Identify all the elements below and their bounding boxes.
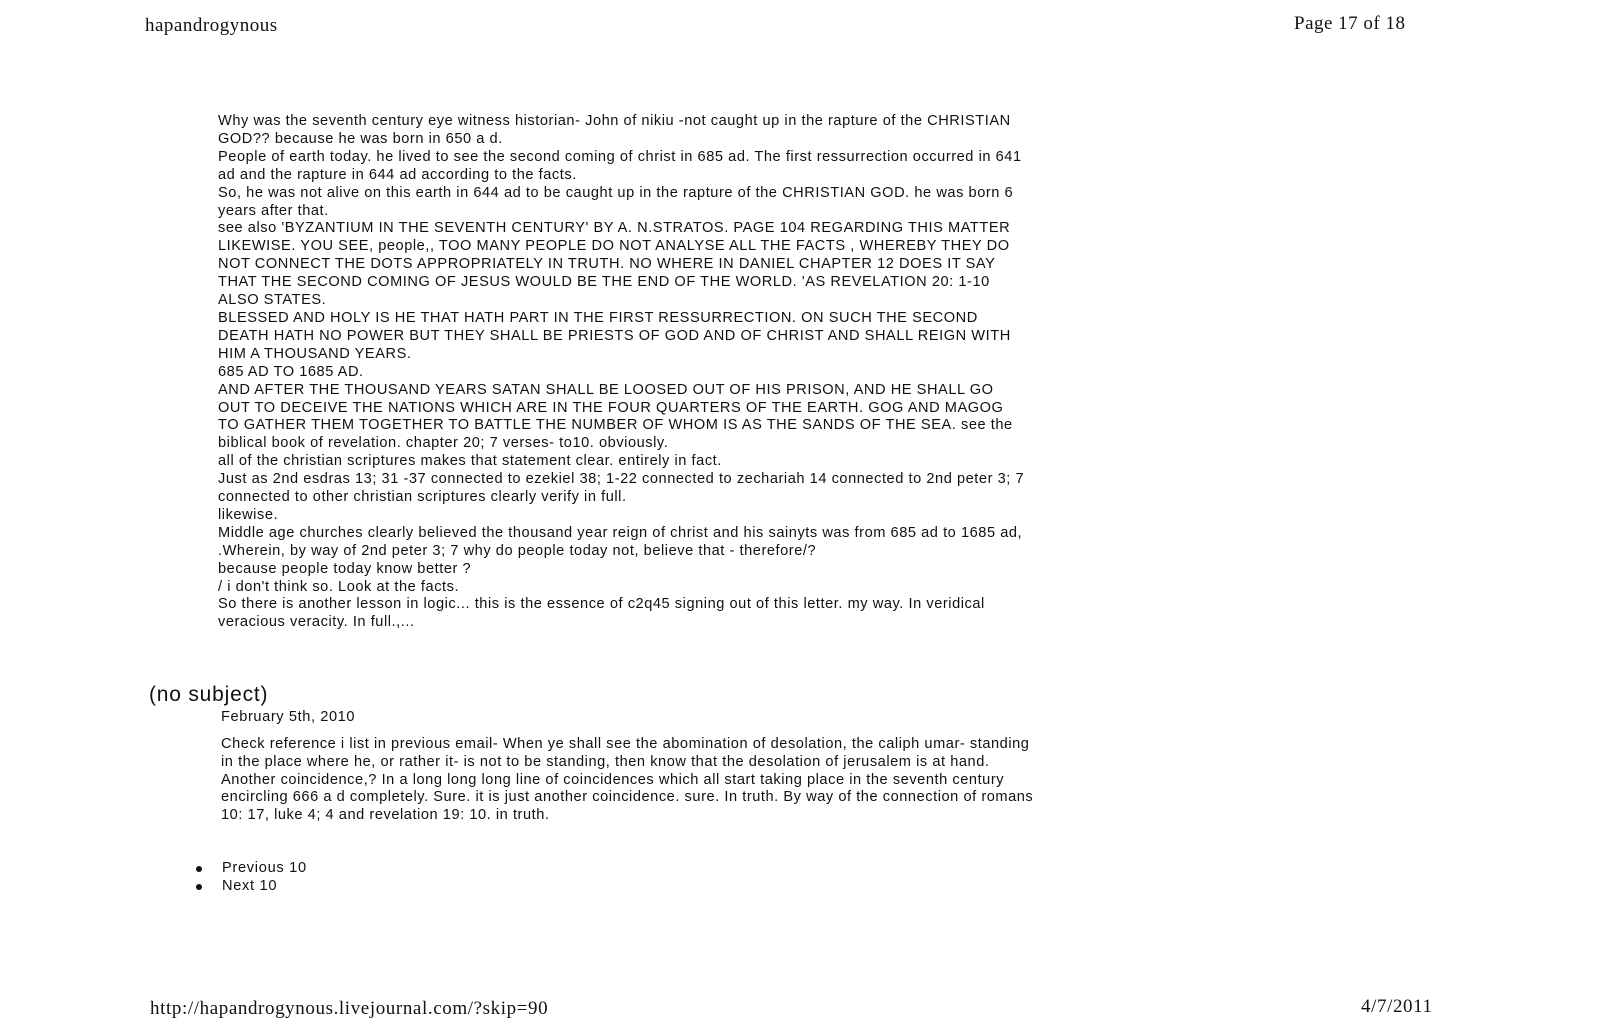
post-body — [218, 113, 1468, 632]
post-body-line: NOT CONNECT THE DOTS APPROPRIATELY IN TRUTH. NO WHERE IN DANIEL CHAPTER 12 DOES IT SAY — [218, 256, 996, 273]
post-body-line: biblical book of revelation. chapter 20; 7 verses- to10. obviously. — [218, 435, 669, 452]
post-body-line: Just as 2nd esdras 13; 31 -37 connected to ezekiel 38; 1-22 connected to zechariah 14 connected to 2nd peter 3; 7 — [218, 471, 1025, 488]
post-body-line: THAT THE SECOND COMING OF JESUS WOULD BE THE END OF THE WORLD. 'AS REVELATION 20: 1-10 — [218, 274, 990, 291]
entry-date: February 5th, 2010 — [221, 709, 356, 725]
post-body-line: connected to other christian scriptures clearly verify in full. — [218, 489, 627, 506]
previous-10-link[interactable]: Previous 10 — [222, 860, 307, 876]
post-body-line: OUT TO DECEIVE THE NATIONS WHICH ARE IN THE FOUR QUARTERS OF THE EARTH. GOG AND MAGOG — [218, 399, 1004, 416]
entry-body-line: 10: 17, luke 4; 4 and revelation 19: 10. in truth. — [221, 807, 550, 824]
post-body-line: LIKEWISE. YOU SEE, people,, TOO MANY PEOPLE DO NOT ANALYSE ALL THE FACTS , WHEREBY THEY DO — [218, 238, 1010, 255]
print-footer-date: 4/7/2011 — [1361, 996, 1433, 1017]
pagination-item-previous — [193, 859, 307, 877]
next-10-link[interactable]: Next 10 — [222, 878, 278, 894]
entry-body-line: in the place where he, or rather it- is not to be standing, then know that the desolation of jerusalem is at hand. — [221, 753, 990, 770]
post-body-line: .Wherein, by way of 2nd peter 3; 7 why do people today not, believe that - therefore/? — [218, 542, 817, 559]
entry-body — [221, 736, 1471, 825]
post-body-line: veracious veracity. In full.,... — [218, 614, 415, 631]
pagination-item-next — [193, 877, 307, 895]
entry-body-line: Check reference i list in previous email- When ye shall see the abomination of desolation, the caliph umar- standing — [221, 736, 1030, 752]
post-body-line: all of the christian scriptures makes that statement clear. entirely in fact. — [218, 453, 722, 470]
bullet-icon — [196, 884, 202, 890]
bullet-icon — [196, 866, 202, 872]
post-body-line: ALSO STATES. — [218, 292, 327, 309]
pagination-list — [193, 859, 307, 895]
post-body-line: see also 'BYZANTIUM IN THE SEVENTH CENTURY' BY A. N.STRATOS. PAGE 104 REGARDING THIS MATTER — [218, 220, 1011, 237]
post-body-line: So there is another lesson in logic... this is the essence of c2q45 signing out of this letter. my way. In veridical — [218, 596, 985, 613]
post-body-line: / i don't think so. Look at the facts. — [218, 578, 460, 595]
post-body-line: HIM A THOUSAND YEARS. — [218, 345, 412, 362]
post-body-line: likewise. — [218, 506, 279, 523]
entry-title[interactable]: (no subject) — [149, 683, 269, 706]
post-body-line: People of earth today. he lived to see the second coming of christ in 685 ad. The first ressurrection occurred in 641 — [218, 148, 1022, 165]
print-footer-url: http://hapandrogynous.livejournal.com/?skip=90 — [150, 998, 549, 1019]
post-body-line: years after that. — [218, 202, 329, 219]
post-body-line: DEATH HATH NO POWER BUT THEY SHALL BE PRIESTS OF GOD AND OF CHRIST AND SHALL REIGN WITH — [218, 327, 1011, 344]
print-header-site-name: hapandrogynous — [145, 15, 278, 36]
post-body-line: ad and the rapture in 644 ad according to the facts. — [218, 166, 577, 183]
entry-body-line: Another coincidence,? In a long long long line of coincidences which all start taking place in the seventh century — [221, 771, 1005, 788]
post-body-line: TO GATHER THEM TOGETHER TO BATTLE THE NUMBER OF WHOM IS AS THE SANDS OF THE SEA. see the — [218, 417, 1013, 434]
post-body-line: because people today know better ? — [218, 560, 472, 577]
print-header-page-number: Page 17 of 18 — [1294, 13, 1406, 34]
post-body-line: So, he was not alive on this earth in 644 ad to be caught up in the rapture of the CHRISTIAN GOD. he was born 6 — [218, 184, 1014, 201]
entry-body-line: encircling 666 a d completely. Sure. it is just another coincidence. sure. In truth. By way of the connection of romans — [221, 789, 1034, 806]
post-body-line: Middle age churches clearly believed the thousand year reign of christ and his sainyts was from 685 ad to 1685 ad, — [218, 524, 1023, 541]
post-body-line: AND AFTER THE THOUSAND YEARS SATAN SHALL BE LOOSED OUT OF HIS PRISON, AND HE SHALL GO — [218, 381, 994, 398]
post-body-line: BLESSED AND HOLY IS HE THAT HATH PART IN THE FIRST RESSURRECTION. ON SUCH THE SECOND — [218, 309, 978, 326]
post-body-line: Why was the seventh century eye witness historian- John of nikiu -not caught up in the rapture of the CHRISTIAN — [218, 113, 1011, 129]
post-body-line: GOD?? because he was born in 650 a d. — [218, 130, 503, 147]
post-body-line: 685 AD TO 1685 AD. — [218, 363, 364, 380]
